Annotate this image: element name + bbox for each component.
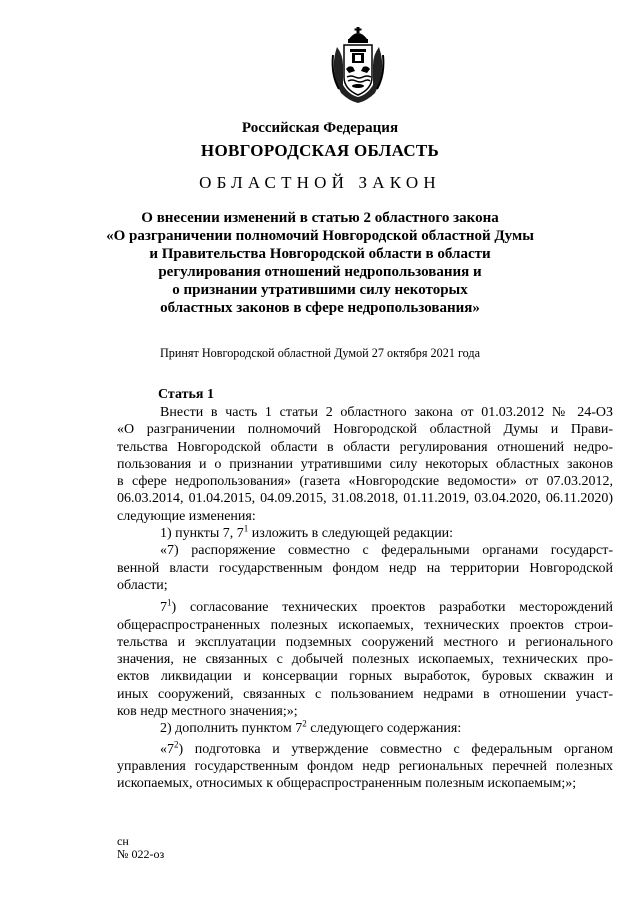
body-line: 06.03.2014, 01.04.2015, 04.09.2015, 31.08.2018, 01.11.2019, 03.04.2020, 06.11.2020) [117, 491, 613, 507]
title-line: «О разграничении полномочий Новгородской областной Думы [106, 228, 534, 244]
body-line: тельства Новгородской области в области регулирования отношений недро- [117, 439, 613, 455]
point-7-1-line: общераспространенных полезных ископаемых, технических проектов строи- [117, 617, 613, 633]
point-7-2-line: ископаемых, относимых к общераспространенным полезным ископаемым;»; [117, 776, 577, 792]
body-line: пользования и о признании утратившими силу некоторых областных законов [117, 456, 613, 472]
point-7-2-line: «$7^2$) подготовка и утверждение совместно с федеральным органом [160, 738, 613, 757]
point-7-1-line: ков недр местного значения;»; [117, 704, 298, 720]
novgorod-coat-of-arms-icon [327, 25, 389, 105]
point-7-line: венной власти государственным фондом недр на территории Новгородской [117, 560, 613, 576]
article-body [117, 404, 613, 793]
point-7-1-line: ектов ликвидации и консервации горных выработок, буровых скважин и [117, 669, 613, 685]
law-type-heading: ОБЛАСТНОЙ ЗАКОН [199, 173, 441, 192]
body-line: Внести в часть 1 статьи 2 областного закона от 01.03.2012 № 24-ОЗ [160, 405, 613, 420]
footer-initials: сн [117, 834, 129, 848]
article-heading: Статья 1 [158, 387, 214, 402]
point-7-line: области; [117, 577, 168, 593]
title-line: О внесении изменений в статью 2 областного закона [141, 210, 499, 226]
title-line: и Правительства Новгородской области в области [149, 246, 491, 262]
federation-heading: Российская Федерация [241, 120, 399, 136]
title-line: о признании утратившими силу некоторых [172, 282, 468, 298]
point-7-1-line: значения, не связанных с добычей полезных ископаемых, технических про- [117, 652, 613, 668]
item-2: 2) дополнить пунктом $7^2$ следующего содержания: [160, 718, 462, 737]
body-line: в сфере недропользования» (газета «Новгородские ведомости» от 07.03.2012, [117, 474, 613, 490]
body-line: «О разграничении полномочий Новгородской областной Думы и Прави- [117, 422, 613, 438]
region-heading: НОВГОРОДСКАЯ ОБЛАСТЬ [200, 141, 440, 160]
adoption-note: Принят Новгородской областной Думой 27 октября 2021 года [159, 346, 481, 360]
item-1: 1) пункты 7, $7^1$ изложить в следующей редакции: [160, 523, 454, 542]
point-7-1-line: $7^1$) согласование технических проектов разработки месторождений [160, 597, 613, 616]
title-line: регулирования отношений недропользования и [158, 264, 482, 280]
point-7-line: «7) распоряжение совместно с федеральными органами государст- [160, 543, 613, 559]
law-title [0, 209, 640, 317]
footer-number: № 022-оз [117, 847, 165, 861]
point-7-2-line: управления государственным фондом недр региональных перечней полезных [117, 758, 613, 774]
body-line: следующие изменения: [117, 508, 256, 524]
footer [117, 835, 164, 861]
point-7-1-line: тельства и эксплуатации подземных сооружений местного и регионального [117, 634, 613, 650]
title-line: областных законов в сфере недропользования» [160, 300, 480, 316]
point-7-1-line: иных сооружений, связанных с пользованием недрами в отношении участ- [117, 686, 613, 702]
